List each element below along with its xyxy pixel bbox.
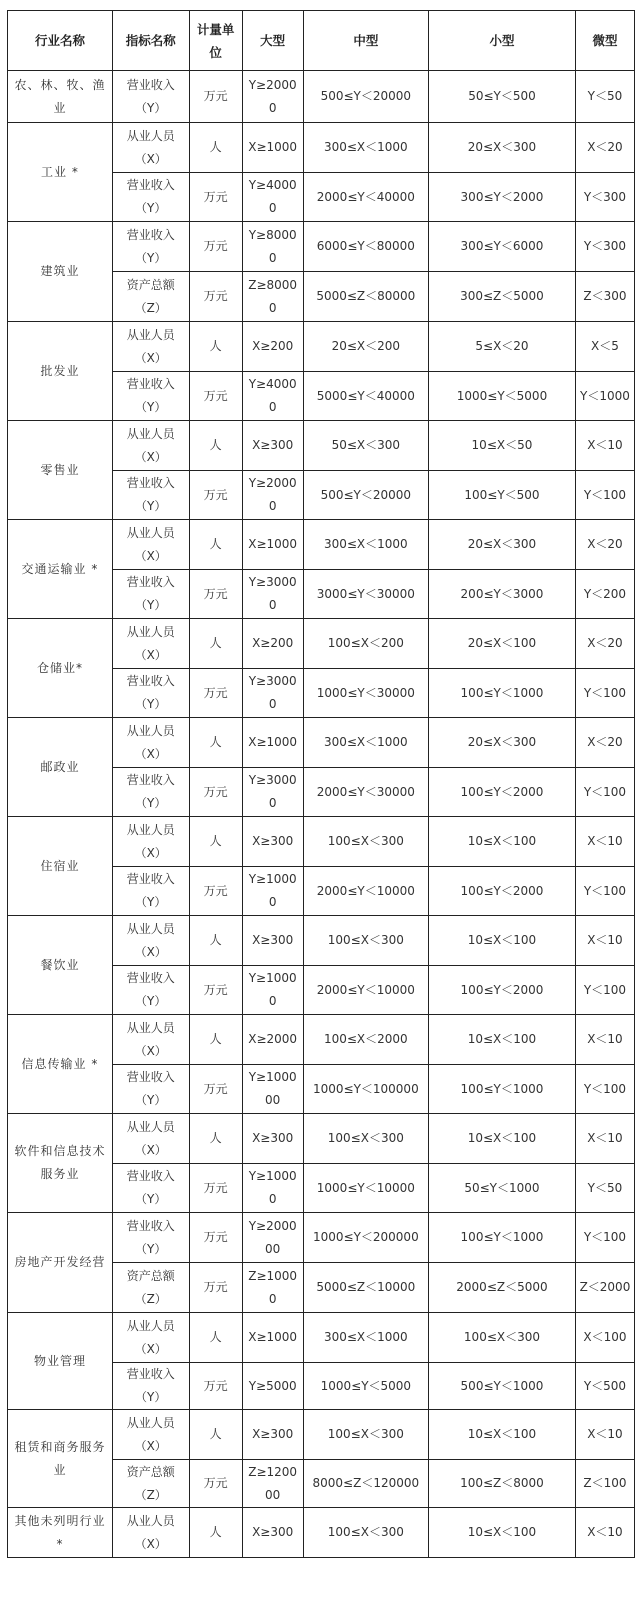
- large-cell: X≥300: [242, 421, 303, 471]
- indicator-cell: 营业收入（Y）: [112, 222, 189, 272]
- medium-cell: 100≤X＜2000: [303, 1015, 428, 1065]
- table-row: [8, 1410, 635, 1460]
- micro-cell: Y＜50: [575, 71, 634, 123]
- large-cell: X≥1000: [242, 718, 303, 768]
- large-cell: Y≥5000: [242, 1363, 303, 1410]
- micro-cell: X＜10: [575, 1410, 634, 1460]
- medium-cell: 2000≤Y＜10000: [303, 867, 428, 916]
- small-cell: 10≤X＜50: [429, 421, 576, 471]
- table-row: [8, 817, 635, 867]
- table-row: [8, 916, 635, 966]
- unit-cell: 万元: [189, 471, 242, 520]
- unit-cell: 人: [189, 718, 242, 768]
- table-row: [8, 71, 635, 123]
- unit-cell: 万元: [189, 272, 242, 322]
- indicator-cell: 营业收入（Y）: [112, 1065, 189, 1114]
- header-large: 大型: [242, 11, 303, 71]
- indicator-cell: 从业人员（X）: [112, 123, 189, 173]
- small-cell: 300≤Y＜2000: [429, 173, 576, 222]
- medium-cell: 2000≤Y＜30000: [303, 768, 428, 817]
- large-cell: Y≥10000: [242, 1164, 303, 1213]
- table-body: [8, 71, 635, 1558]
- micro-cell: X＜5: [575, 322, 634, 372]
- medium-cell: 2000≤Y＜40000: [303, 173, 428, 222]
- micro-cell: X＜10: [575, 916, 634, 966]
- large-cell: Z≥120000: [242, 1460, 303, 1508]
- industry-name-cell: 物业管理: [8, 1313, 113, 1410]
- table-row: [8, 1313, 635, 1363]
- large-cell: Y≥20000: [242, 71, 303, 123]
- indicator-cell: 资产总额（Z）: [112, 1263, 189, 1313]
- micro-cell: Y＜300: [575, 222, 634, 272]
- table-row: [8, 1213, 635, 1263]
- table-row: [8, 520, 635, 570]
- small-cell: 100≤X＜300: [429, 1313, 576, 1363]
- industry-name-cell: 工业 *: [8, 123, 113, 222]
- large-cell: X≥200: [242, 322, 303, 372]
- unit-cell: 万元: [189, 867, 242, 916]
- header-indicator: 指标名称: [112, 11, 189, 71]
- indicator-cell: 从业人员（X）: [112, 1410, 189, 1460]
- small-cell: 20≤X＜300: [429, 718, 576, 768]
- unit-cell: 人: [189, 1114, 242, 1164]
- large-cell: Y≥20000: [242, 471, 303, 520]
- medium-cell: 8000≤Z＜120000: [303, 1460, 428, 1508]
- small-cell: 10≤X＜100: [429, 1114, 576, 1164]
- large-cell: X≥1000: [242, 1313, 303, 1363]
- unit-cell: 万元: [189, 372, 242, 421]
- medium-cell: 20≤X＜200: [303, 322, 428, 372]
- unit-cell: 万元: [189, 1363, 242, 1410]
- medium-cell: 2000≤Y＜10000: [303, 966, 428, 1015]
- table-row: [8, 619, 635, 669]
- large-cell: Y≥10000: [242, 966, 303, 1015]
- indicator-cell: 营业收入（Y）: [112, 1164, 189, 1213]
- table-row: [8, 1508, 635, 1558]
- small-cell: 10≤X＜100: [429, 817, 576, 867]
- medium-cell: 50≤X＜300: [303, 421, 428, 471]
- industry-name-cell: 批发业: [8, 322, 113, 421]
- large-cell: Y≥40000: [242, 372, 303, 421]
- large-cell: Y≥100000: [242, 1065, 303, 1114]
- small-cell: 100≤Y＜2000: [429, 867, 576, 916]
- small-cell: 10≤X＜100: [429, 1015, 576, 1065]
- large-cell: X≥1000: [242, 520, 303, 570]
- small-cell: 100≤Z＜8000: [429, 1460, 576, 1508]
- indicator-cell: 从业人员（X）: [112, 1313, 189, 1363]
- indicator-cell: 资产总额（Z）: [112, 1460, 189, 1508]
- medium-cell: 100≤X＜300: [303, 1410, 428, 1460]
- medium-cell: 1000≤Y＜5000: [303, 1363, 428, 1410]
- unit-cell: 万元: [189, 222, 242, 272]
- indicator-cell: 资产总额（Z）: [112, 272, 189, 322]
- classification-table: [7, 10, 635, 1558]
- table-row: [8, 322, 635, 372]
- medium-cell: 1000≤Y＜200000: [303, 1213, 428, 1263]
- large-cell: X≥2000: [242, 1015, 303, 1065]
- unit-cell: 万元: [189, 966, 242, 1015]
- unit-cell: 万元: [189, 669, 242, 718]
- micro-cell: X＜20: [575, 123, 634, 173]
- small-cell: 100≤Y＜500: [429, 471, 576, 520]
- industry-name-cell: 房地产开发经营: [8, 1213, 113, 1313]
- industry-name-cell: 信息传输业 *: [8, 1015, 113, 1114]
- unit-cell: 人: [189, 1508, 242, 1558]
- micro-cell: X＜20: [575, 520, 634, 570]
- unit-cell: 人: [189, 1410, 242, 1460]
- micro-cell: X＜10: [575, 421, 634, 471]
- industry-name-cell: 餐饮业: [8, 916, 113, 1015]
- indicator-cell: 营业收入（Y）: [112, 768, 189, 817]
- small-cell: 50≤Y＜500: [429, 71, 576, 123]
- medium-cell: 500≤Y＜20000: [303, 71, 428, 123]
- unit-cell: 万元: [189, 768, 242, 817]
- small-cell: 10≤X＜100: [429, 1508, 576, 1558]
- small-cell: 50≤Y＜1000: [429, 1164, 576, 1213]
- industry-name-cell: 租赁和商务服务业: [8, 1410, 113, 1508]
- indicator-cell: 从业人员（X）: [112, 1015, 189, 1065]
- medium-cell: 1000≤Y＜100000: [303, 1065, 428, 1114]
- small-cell: 100≤Y＜2000: [429, 966, 576, 1015]
- small-cell: 1000≤Y＜5000: [429, 372, 576, 421]
- medium-cell: 100≤X＜200: [303, 619, 428, 669]
- indicator-cell: 营业收入（Y）: [112, 372, 189, 421]
- unit-cell: 人: [189, 322, 242, 372]
- large-cell: X≥200: [242, 619, 303, 669]
- micro-cell: Y＜100: [575, 966, 634, 1015]
- unit-cell: 人: [189, 619, 242, 669]
- micro-cell: Y＜50: [575, 1164, 634, 1213]
- micro-cell: Y＜200: [575, 570, 634, 619]
- small-cell: 300≤Y＜6000: [429, 222, 576, 272]
- indicator-cell: 营业收入（Y）: [112, 570, 189, 619]
- table-row: [8, 1015, 635, 1065]
- micro-cell: Z＜2000: [575, 1263, 634, 1313]
- indicator-cell: 营业收入（Y）: [112, 867, 189, 916]
- indicator-cell: 从业人员（X）: [112, 916, 189, 966]
- large-cell: Y≥80000: [242, 222, 303, 272]
- table-row: [8, 123, 635, 173]
- medium-cell: 500≤Y＜20000: [303, 471, 428, 520]
- medium-cell: 300≤X＜1000: [303, 520, 428, 570]
- micro-cell: X＜100: [575, 1313, 634, 1363]
- micro-cell: Y＜100: [575, 669, 634, 718]
- indicator-cell: 从业人员（X）: [112, 520, 189, 570]
- micro-cell: X＜10: [575, 817, 634, 867]
- medium-cell: 300≤X＜1000: [303, 123, 428, 173]
- header-small: 小型: [429, 11, 576, 71]
- header-unit: 计量单位: [189, 11, 242, 71]
- small-cell: 20≤X＜300: [429, 520, 576, 570]
- unit-cell: 万元: [189, 71, 242, 123]
- micro-cell: X＜10: [575, 1114, 634, 1164]
- industry-name-cell: 交通运输业 *: [8, 520, 113, 619]
- indicator-cell: 从业人员（X）: [112, 1114, 189, 1164]
- small-cell: 5≤X＜20: [429, 322, 576, 372]
- indicator-cell: 从业人员（X）: [112, 1508, 189, 1558]
- large-cell: X≥300: [242, 817, 303, 867]
- micro-cell: X＜10: [575, 1508, 634, 1558]
- large-cell: X≥300: [242, 916, 303, 966]
- industry-name-cell: 住宿业: [8, 817, 113, 916]
- indicator-cell: 营业收入（Y）: [112, 669, 189, 718]
- large-cell: Y≥30000: [242, 669, 303, 718]
- unit-cell: 人: [189, 1015, 242, 1065]
- micro-cell: Y＜300: [575, 173, 634, 222]
- indicator-cell: 从业人员（X）: [112, 718, 189, 768]
- large-cell: X≥300: [242, 1508, 303, 1558]
- small-cell: 100≤Y＜1000: [429, 669, 576, 718]
- industry-name-cell: 邮政业: [8, 718, 113, 817]
- small-cell: 100≤Y＜1000: [429, 1065, 576, 1114]
- medium-cell: 6000≤Y＜80000: [303, 222, 428, 272]
- unit-cell: 人: [189, 916, 242, 966]
- micro-cell: Y＜100: [575, 1065, 634, 1114]
- industry-name-cell: 软件和信息技术服务业: [8, 1114, 113, 1213]
- industry-name-cell: 农、林、牧、渔业: [8, 71, 113, 123]
- medium-cell: 100≤X＜300: [303, 916, 428, 966]
- large-cell: Z≥10000: [242, 1263, 303, 1313]
- medium-cell: 5000≤Z＜10000: [303, 1263, 428, 1313]
- unit-cell: 人: [189, 421, 242, 471]
- small-cell: 100≤Y＜2000: [429, 768, 576, 817]
- table-row: [8, 421, 635, 471]
- medium-cell: 300≤X＜1000: [303, 718, 428, 768]
- large-cell: Z≥80000: [242, 272, 303, 322]
- industry-name-cell: 零售业: [8, 421, 113, 520]
- unit-cell: 人: [189, 520, 242, 570]
- medium-cell: 100≤X＜300: [303, 817, 428, 867]
- large-cell: Y≥40000: [242, 173, 303, 222]
- medium-cell: 5000≤Z＜80000: [303, 272, 428, 322]
- table-row: [8, 1114, 635, 1164]
- unit-cell: 人: [189, 817, 242, 867]
- indicator-cell: 营业收入（Y）: [112, 71, 189, 123]
- small-cell: 20≤X＜100: [429, 619, 576, 669]
- table-row: [8, 222, 635, 272]
- micro-cell: X＜20: [575, 718, 634, 768]
- unit-cell: 万元: [189, 1065, 242, 1114]
- micro-cell: Y＜500: [575, 1363, 634, 1410]
- header-micro: 微型: [575, 11, 634, 71]
- industry-name-cell: 建筑业: [8, 222, 113, 322]
- unit-cell: 人: [189, 123, 242, 173]
- industry-name-cell: 其他未列明行业 *: [8, 1508, 113, 1558]
- large-cell: X≥300: [242, 1410, 303, 1460]
- micro-cell: Y＜100: [575, 867, 634, 916]
- medium-cell: 300≤X＜1000: [303, 1313, 428, 1363]
- unit-cell: 万元: [189, 570, 242, 619]
- small-cell: 10≤X＜100: [429, 1410, 576, 1460]
- large-cell: Y≥30000: [242, 768, 303, 817]
- unit-cell: 万元: [189, 1460, 242, 1508]
- micro-cell: Z＜100: [575, 1460, 634, 1508]
- large-cell: X≥1000: [242, 123, 303, 173]
- micro-cell: Y＜100: [575, 1213, 634, 1263]
- micro-cell: Y＜1000: [575, 372, 634, 421]
- indicator-cell: 从业人员（X）: [112, 421, 189, 471]
- medium-cell: 5000≤Y＜40000: [303, 372, 428, 421]
- small-cell: 300≤Z＜5000: [429, 272, 576, 322]
- industry-name-cell: 仓储业*: [8, 619, 113, 718]
- medium-cell: 100≤X＜300: [303, 1508, 428, 1558]
- large-cell: Y≥30000: [242, 570, 303, 619]
- indicator-cell: 从业人员（X）: [112, 817, 189, 867]
- indicator-cell: 营业收入（Y）: [112, 173, 189, 222]
- large-cell: Y≥10000: [242, 867, 303, 916]
- unit-cell: 人: [189, 1313, 242, 1363]
- indicator-cell: 从业人员（X）: [112, 619, 189, 669]
- unit-cell: 万元: [189, 173, 242, 222]
- header-medium: 中型: [303, 11, 428, 71]
- unit-cell: 万元: [189, 1263, 242, 1313]
- small-cell: 10≤X＜100: [429, 916, 576, 966]
- micro-cell: Y＜100: [575, 471, 634, 520]
- medium-cell: 100≤X＜300: [303, 1114, 428, 1164]
- indicator-cell: 营业收入（Y）: [112, 1363, 189, 1410]
- micro-cell: Z＜300: [575, 272, 634, 322]
- large-cell: Y≥200000: [242, 1213, 303, 1263]
- small-cell: 2000≤Z＜5000: [429, 1263, 576, 1313]
- indicator-cell: 营业收入（Y）: [112, 1213, 189, 1263]
- indicator-cell: 营业收入（Y）: [112, 471, 189, 520]
- medium-cell: 1000≤Y＜30000: [303, 669, 428, 718]
- header-row: [8, 11, 635, 71]
- micro-cell: X＜10: [575, 1015, 634, 1065]
- indicator-cell: 从业人员（X）: [112, 322, 189, 372]
- unit-cell: 万元: [189, 1164, 242, 1213]
- small-cell: 200≤Y＜3000: [429, 570, 576, 619]
- small-cell: 500≤Y＜1000: [429, 1363, 576, 1410]
- medium-cell: 3000≤Y＜30000: [303, 570, 428, 619]
- micro-cell: Y＜100: [575, 768, 634, 817]
- micro-cell: X＜20: [575, 619, 634, 669]
- header-industry: 行业名称: [8, 11, 113, 71]
- table-row: [8, 718, 635, 768]
- indicator-cell: 营业收入（Y）: [112, 966, 189, 1015]
- large-cell: X≥300: [242, 1114, 303, 1164]
- medium-cell: 1000≤Y＜10000: [303, 1164, 428, 1213]
- small-cell: 100≤Y＜1000: [429, 1213, 576, 1263]
- unit-cell: 万元: [189, 1213, 242, 1263]
- small-cell: 20≤X＜300: [429, 123, 576, 173]
